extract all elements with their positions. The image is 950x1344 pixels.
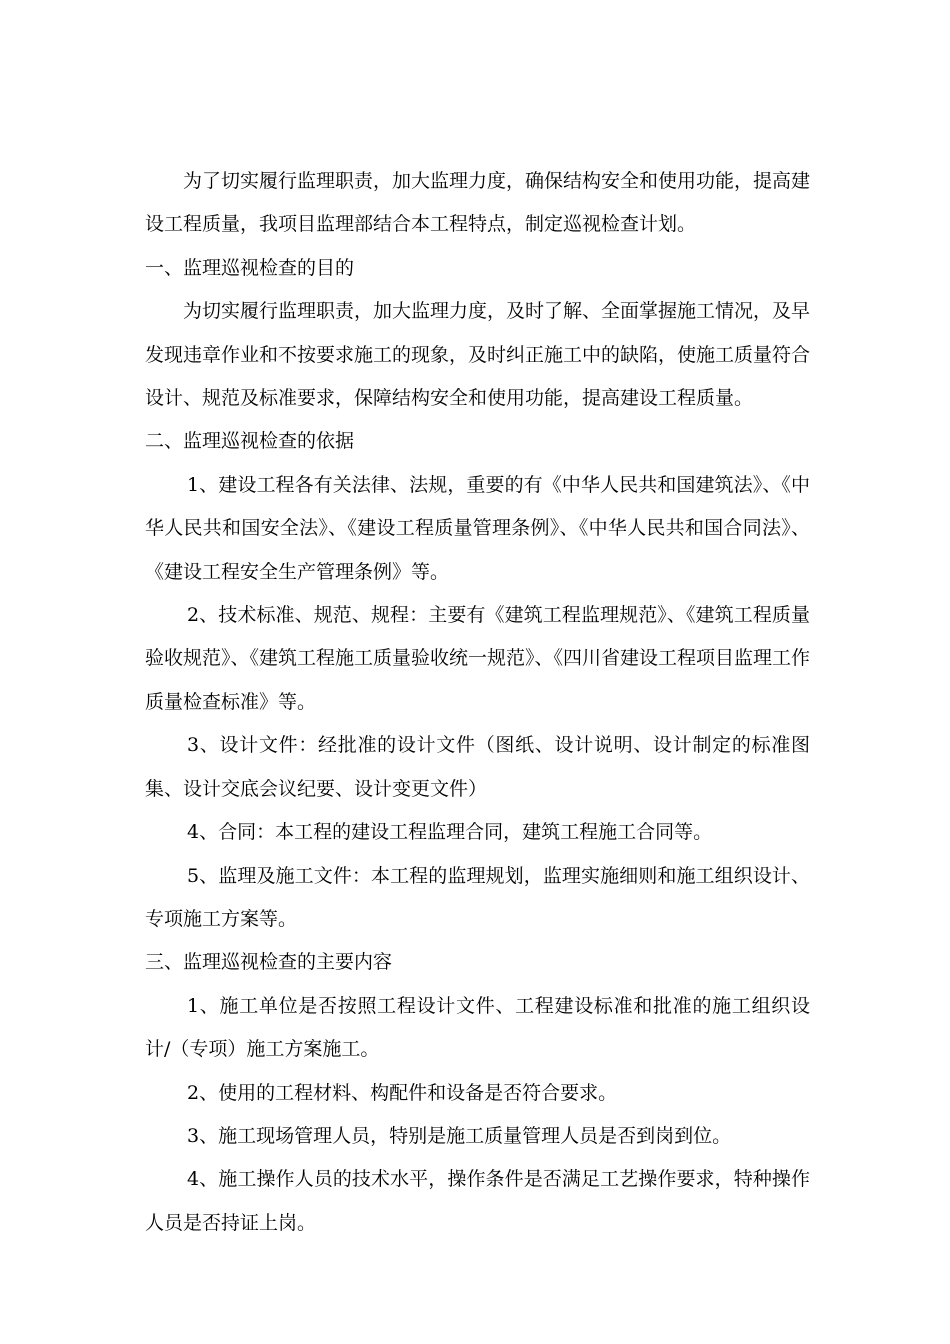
intro-paragraph: 为了切实履行监理职责，加大监理力度，确保结构安全和使用功能，提高建设工程质量，我项目监理部结合本工程特点，制定巡视检查计划。: [145, 170, 811, 236]
section-2-item-3: 3、设计文件：经批准的设计文件（图纸、设计说明、设计制定的标准图集、设计交底会议纪要、设计变更文件）: [145, 734, 810, 800]
section-3-item-2: 2、使用的工程材料、构配件和设备是否符合要求。: [187, 1081, 618, 1104]
section-3-item-4: 4、施工操作人员的技术水平，操作条件是否满足工艺操作要求，特种操作人员是否持证上岗。: [145, 1168, 810, 1234]
section-3-item-1: 1、施工单位是否按照工程设计文件、工程建设标准和批准的施工组织设计/（专项）施工方案施工。: [145, 994, 810, 1061]
section-2-item-5: 5、监理及施工文件：本工程的监理规划，监理实施细则和施工组织设计、专项施工方案等。: [145, 864, 810, 930]
section-2-heading: 二、监理巡视检查的依据: [145, 430, 355, 453]
section-1-paragraph: 为切实履行监理职责，加大监理力度，及时了解、全面掌握施工情况，及早发现违章作业和不按要求施工的现象，及时纠正施工中的缺陷，使施工质量符合设计、规范及标准要求，保障结构安全和使用功能，提高建设工程质量。: [145, 300, 811, 410]
section-2-item-1: 1、建设工程各有关法律、法规，重要的有《中华人民共和国建筑法》、《中华人民共和国安全法》、《建设工程质量管理条例》、《中华人民共和国合同法》、《建设工程安全生产管理条例》等。: [145, 473, 810, 583]
section-1-heading: 一、监理巡视检查的目的: [145, 256, 355, 279]
section-2-item-4: 4、合同：本工程的建设工程监理合同，建筑工程施工合同等。: [187, 821, 713, 844]
document-body: [145, 160, 810, 1245]
section-3-heading: 三、监理巡视检查的主要内容: [145, 951, 393, 974]
section-3-item-3: 3、施工现场管理人员，特别是施工质量管理人员是否到岗到位。: [187, 1124, 732, 1147]
section-2-item-2: 2、技术标准、规范、规程：主要有《建筑工程监理规范》、《建筑工程质量验收规范》、《建筑工程施工质量验收统一规范》、《四川省建设工程项目监理工作质量检查标准》等。: [145, 604, 811, 713]
